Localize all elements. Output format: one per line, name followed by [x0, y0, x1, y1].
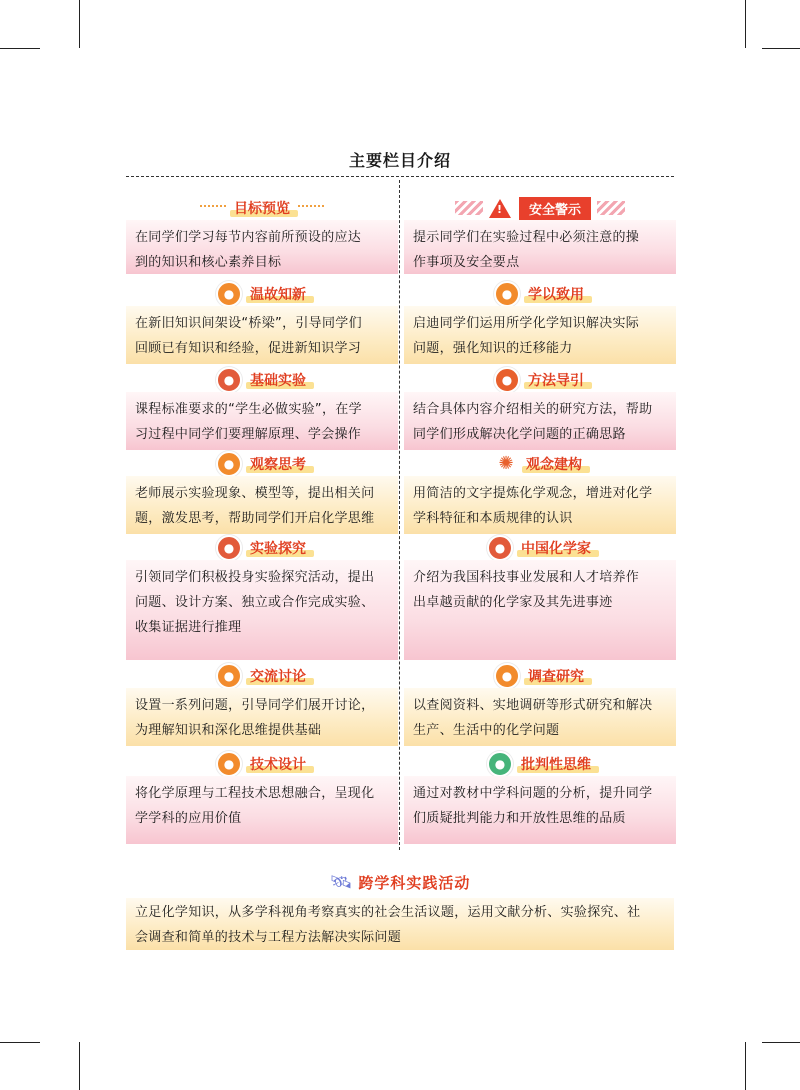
bottom-section-header: [0, 868, 800, 896]
body-line: 将化学原理与工程技术思想融合，呈现化: [135, 786, 375, 801]
body-line: 学科特征和本质规律的认识: [413, 511, 573, 526]
gear-icon: ●: [216, 751, 242, 777]
body-line: 在新旧知识间架设“桥梁”，引导同学们: [135, 316, 362, 331]
body-line: 以查阅资料、实地调研等形式研究和解决: [413, 698, 653, 713]
bottom-section-body: [126, 898, 674, 950]
body-line: 立足化学知识，从多学科视角考察真实的社会生活议题，运用文献分析、实验探究、社: [135, 905, 641, 920]
body-line: 回顾已有知识和经验，促进新知识学习: [135, 341, 362, 356]
section-body: [126, 220, 398, 274]
section-card: [404, 368, 676, 450]
section-header: [126, 368, 398, 392]
body-line: 通过对教材中学科问题的分析，提升同学: [413, 786, 653, 801]
section-title: 温故知新: [248, 284, 308, 304]
section-header: [126, 282, 398, 306]
sparkle-icon: ✺: [498, 453, 514, 474]
bottom-section-title: 跨学科实践活动: [358, 873, 471, 892]
thermometer-icon: ●: [216, 367, 242, 393]
chat-icon: ●: [216, 663, 242, 689]
body-line: 学学科的应用价值: [135, 811, 242, 826]
body-line: 同学们形成解决化学问题的正确思路: [413, 427, 626, 442]
crop-mark: [79, 0, 80, 48]
body-line: 作事项及安全要点: [413, 255, 520, 270]
crop-mark: [762, 1042, 800, 1043]
section-body: [404, 776, 676, 844]
body-line: 到的知识和核心素养目标: [135, 255, 282, 270]
map-pin-icon: ●: [216, 281, 242, 307]
divider: [126, 176, 674, 177]
section-header: [404, 282, 676, 306]
section-header: [126, 196, 398, 220]
body-line: 在同学们学习每节内容前所预设的应达: [135, 230, 362, 245]
flask-icon: ●: [216, 535, 242, 561]
column-divider: [399, 180, 400, 850]
crop-mark: [762, 48, 800, 49]
section-header: [404, 536, 676, 560]
brain-icon: ●: [487, 751, 513, 777]
section-header: [126, 752, 398, 776]
section-card: [404, 452, 676, 534]
body-line: 介绍为我国科技事业发展和人才培养作: [413, 570, 640, 585]
crop-mark: [79, 1042, 80, 1090]
section-body: [126, 688, 398, 746]
section-title: 批判性思维: [519, 754, 593, 774]
section-header: [404, 752, 676, 776]
section-body: [404, 560, 676, 660]
section-title: 方法导引: [526, 370, 586, 390]
crop-mark: [745, 0, 746, 48]
section-card: [126, 664, 398, 746]
section-card: [126, 452, 398, 534]
section-card: [404, 282, 676, 364]
book-icon: ●: [494, 281, 520, 307]
scientist-icon: ●: [487, 535, 513, 561]
section-body: [404, 476, 676, 534]
search-pin-icon: ●: [494, 663, 520, 689]
section-body: [126, 776, 398, 844]
section-header: [404, 664, 676, 688]
section-card: [126, 536, 398, 660]
section-title: 调查研究: [526, 666, 586, 686]
section-header: [126, 536, 398, 560]
section-card: [126, 368, 398, 450]
stripe-decoration: [597, 201, 625, 215]
body-line: 生产、生活中的化学问题: [413, 723, 560, 738]
body-line: 问题，强化知识的迁移能力: [413, 341, 573, 356]
stripe-decoration: [455, 201, 483, 215]
body-line: 启迪同学们运用所学化学知识解决实际: [413, 316, 640, 331]
body-line: 提示同学们在实验过程中必须注意的操: [413, 230, 640, 245]
body-line: 题，激发思考，帮助同学们开启化学思维: [135, 511, 375, 526]
satellite-icon: 🛰: [329, 871, 353, 893]
body-line: 会调查和简单的技术与工程方法解决实际问题: [135, 930, 402, 945]
body-line: 问题、设计方案、独立或合作完成实验、: [135, 595, 375, 610]
section-title: 基础实验: [248, 370, 308, 390]
section-card: [126, 282, 398, 364]
page-title: 主要栏目介绍: [348, 151, 451, 170]
body-line: 课程标准要求的“学生必做实验”，在学: [135, 402, 362, 417]
section-card: [404, 536, 676, 660]
section-title: 学以致用: [526, 284, 586, 304]
section-body: [404, 392, 676, 450]
body-line: 结合具体内容介绍相关的研究方法，帮助: [413, 402, 653, 417]
crop-mark: [0, 48, 40, 49]
section-card: [404, 196, 676, 274]
section-header: [126, 452, 398, 476]
body-line: 老师展示实验现象、模型等，提出相关问: [135, 486, 375, 501]
section-header: [404, 368, 676, 392]
crop-mark: [745, 1042, 746, 1090]
body-line: 出卓越贡献的化学家及其先进事迹: [413, 595, 613, 610]
section-title: 安全警示: [519, 197, 591, 220]
dots-decoration: [298, 205, 324, 211]
crop-mark: [0, 1042, 40, 1043]
section-title: 中国化学家: [519, 538, 593, 558]
body-line: 们质疑批判能力和开放性思维的品质: [413, 811, 626, 826]
section-header: [126, 664, 398, 688]
body-line: 习过程中同学们要理解原理、学会操作: [135, 427, 362, 442]
section-title: 目标预览: [232, 198, 292, 218]
section-body: [126, 560, 398, 660]
body-line: 设置一系列问题，引导同学们展开讨论，: [135, 698, 375, 713]
body-line: 收集证据进行推理: [135, 620, 242, 635]
section-body: [404, 220, 676, 274]
observe-icon: ●: [216, 451, 242, 477]
warning-banner: [449, 197, 631, 220]
body-line: 为理解知识和深化思维提供基础: [135, 723, 322, 738]
section-card: [126, 752, 398, 844]
section-header: [404, 452, 676, 476]
section-body: [126, 306, 398, 364]
warning-icon: !: [489, 199, 511, 218]
section-body: [404, 306, 676, 364]
section-body: [126, 392, 398, 450]
body-line: 引领同学们积极投身实验探究活动，提出: [135, 570, 375, 585]
section-title: 观察思考: [248, 454, 308, 474]
section-title: 实验探究: [248, 538, 308, 558]
section-card: [404, 664, 676, 746]
section-body: [404, 688, 676, 746]
section-card: [404, 752, 676, 844]
compass-icon: ●: [494, 367, 520, 393]
section-body: [126, 476, 398, 534]
body-line: 用简洁的文字提炼化学观念，增进对化学: [413, 486, 653, 501]
dots-decoration: [200, 205, 226, 211]
section-card: [126, 196, 398, 274]
section-title: 交流讨论: [248, 666, 308, 686]
section-title: 技术设计: [248, 754, 308, 774]
section-title: 观念建构: [524, 454, 584, 474]
section-header: [404, 196, 676, 220]
